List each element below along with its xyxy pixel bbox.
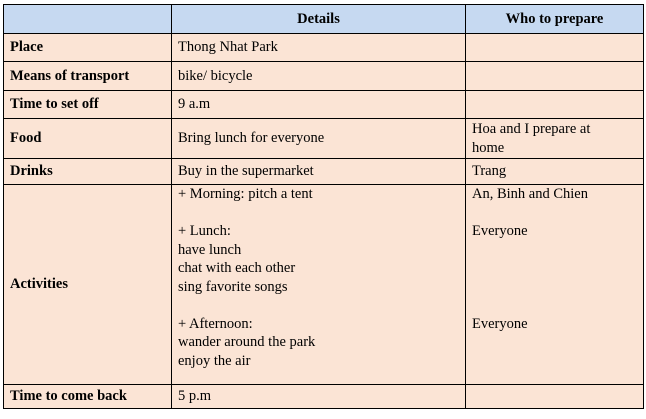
- row-who: [466, 185, 644, 385]
- row-label: Drinks: [4, 159, 172, 185]
- activity-afternoon-item: enjoy the air: [178, 352, 251, 369]
- header-who: Who to prepare: [466, 5, 644, 34]
- activity-lunch-heading: + Lunch:: [178, 223, 231, 239]
- trip-plan-table: [3, 4, 644, 409]
- row-details: 5 p.m: [172, 385, 466, 409]
- who-afternoon: Everyone: [472, 315, 528, 332]
- who-lunch: Everyone: [472, 223, 528, 239]
- row-details: Thong Nhat Park: [172, 34, 466, 62]
- row-who: [466, 385, 644, 409]
- who-morning: An, Binh and Chien: [472, 186, 588, 202]
- row-who: [466, 91, 644, 119]
- row-details: 9 a.m: [172, 91, 466, 119]
- row-who: [466, 119, 644, 159]
- table-row-food: [4, 119, 644, 159]
- activity-lunch-item: have lunch: [178, 241, 242, 258]
- row-label: Time to come back: [4, 385, 172, 409]
- row-details: Buy in the supermarket: [172, 159, 466, 185]
- row-label: Food: [4, 119, 172, 159]
- row-label: Time to set off: [4, 91, 172, 119]
- row-who: Trang: [466, 159, 644, 185]
- header-empty: [4, 5, 172, 34]
- table-row-transport: [4, 62, 644, 91]
- activity-morning: + Morning: pitch a tent: [178, 186, 313, 202]
- header-details: Details: [172, 5, 466, 34]
- table-row-activities: [4, 185, 644, 385]
- activity-afternoon-heading: + Afternoon:: [178, 315, 253, 332]
- row-label: Place: [4, 34, 172, 62]
- activity-lunch-item: chat with each other: [178, 260, 296, 276]
- row-details: bike/ bicycle: [172, 62, 466, 91]
- row-who: [466, 34, 644, 62]
- table-row-come-back: [4, 385, 644, 409]
- row-who: [466, 62, 644, 91]
- activity-afternoon-item: wander around the park: [178, 334, 316, 350]
- row-label: Activities: [4, 185, 172, 385]
- header-row: [4, 5, 644, 34]
- table-row-drinks: [4, 159, 644, 185]
- table-row-place: [4, 34, 644, 62]
- activity-lunch-item: sing favorite songs: [178, 278, 288, 295]
- who-line: Hoa and I prepare at: [472, 121, 591, 137]
- who-line: home: [472, 139, 505, 156]
- row-details: [172, 185, 466, 385]
- row-details: Bring lunch for everyone: [172, 119, 466, 159]
- row-label: Means of transport: [4, 62, 172, 91]
- table-row-set-off: [4, 91, 644, 119]
